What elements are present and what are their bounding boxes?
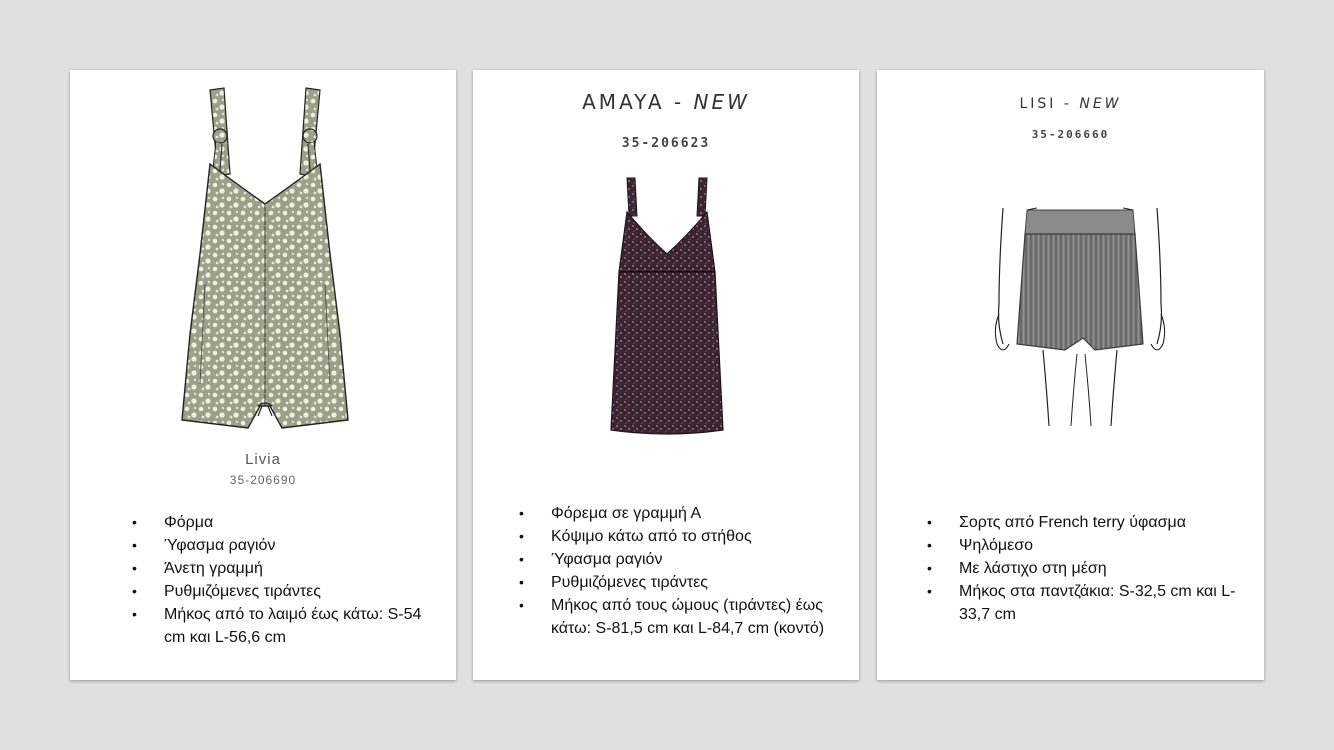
product-code-caption: 35-206690 xyxy=(229,473,297,487)
floral-romper-illustration xyxy=(170,84,360,444)
knit-shorts-illustration xyxy=(985,204,1175,430)
list-item: • Μήκος στα παντζάκια: S-32,5 cm και L-33,7 cm xyxy=(927,580,1247,626)
list-item: • Ύφασμα ραγιόν xyxy=(132,534,432,557)
feature-list xyxy=(132,511,432,649)
list-item: • Σορτς από French terry ύφασμα xyxy=(927,511,1247,534)
list-item: • Κόψιμο κάτω από το στήθος xyxy=(519,525,839,548)
product-title xyxy=(877,96,1264,112)
product-card-amaya xyxy=(473,70,859,680)
product-title-name: LISI - xyxy=(1019,96,1072,112)
product-code: 35-206623 xyxy=(621,136,711,151)
new-badge: NEW xyxy=(1079,96,1122,112)
product-title xyxy=(473,90,859,114)
list-item: • Φόρμα xyxy=(132,511,432,534)
list-item: • Φόρεμα σε γραμμή Α xyxy=(519,502,839,525)
list-item: • Ρυθμιζόμενες τιράντες xyxy=(132,580,432,603)
list-item: • Ύφασμα ραγιόν xyxy=(519,548,839,571)
new-badge: NEW xyxy=(693,90,750,114)
product-card-livia xyxy=(70,70,456,680)
list-item: • Μήκος από τους ώμους (τιράντες) έως κάτω: S-81,5 cm και L-84,7 cm (κοντό) xyxy=(519,594,839,640)
printed-dress-illustration xyxy=(607,176,727,438)
list-item: • Άνετη γραμμή xyxy=(132,557,432,580)
product-title-name: AMAYA - xyxy=(582,90,685,114)
product-code: 35-206660 xyxy=(1031,128,1110,141)
feature-list xyxy=(927,511,1247,626)
product-card-lisi xyxy=(877,70,1264,680)
list-item: • Ψηλόμεσο xyxy=(927,534,1247,557)
list-item: • Με λάστιχο στη μέση xyxy=(927,557,1247,580)
product-name-caption: Livia xyxy=(245,451,281,468)
feature-list xyxy=(519,502,839,640)
list-item: • Ρυθμιζόμενες τιράντες xyxy=(519,571,839,594)
list-item: • Μήκος από το λαιμό έως κάτω: S-54 cm και L-56,6 cm xyxy=(132,603,432,649)
